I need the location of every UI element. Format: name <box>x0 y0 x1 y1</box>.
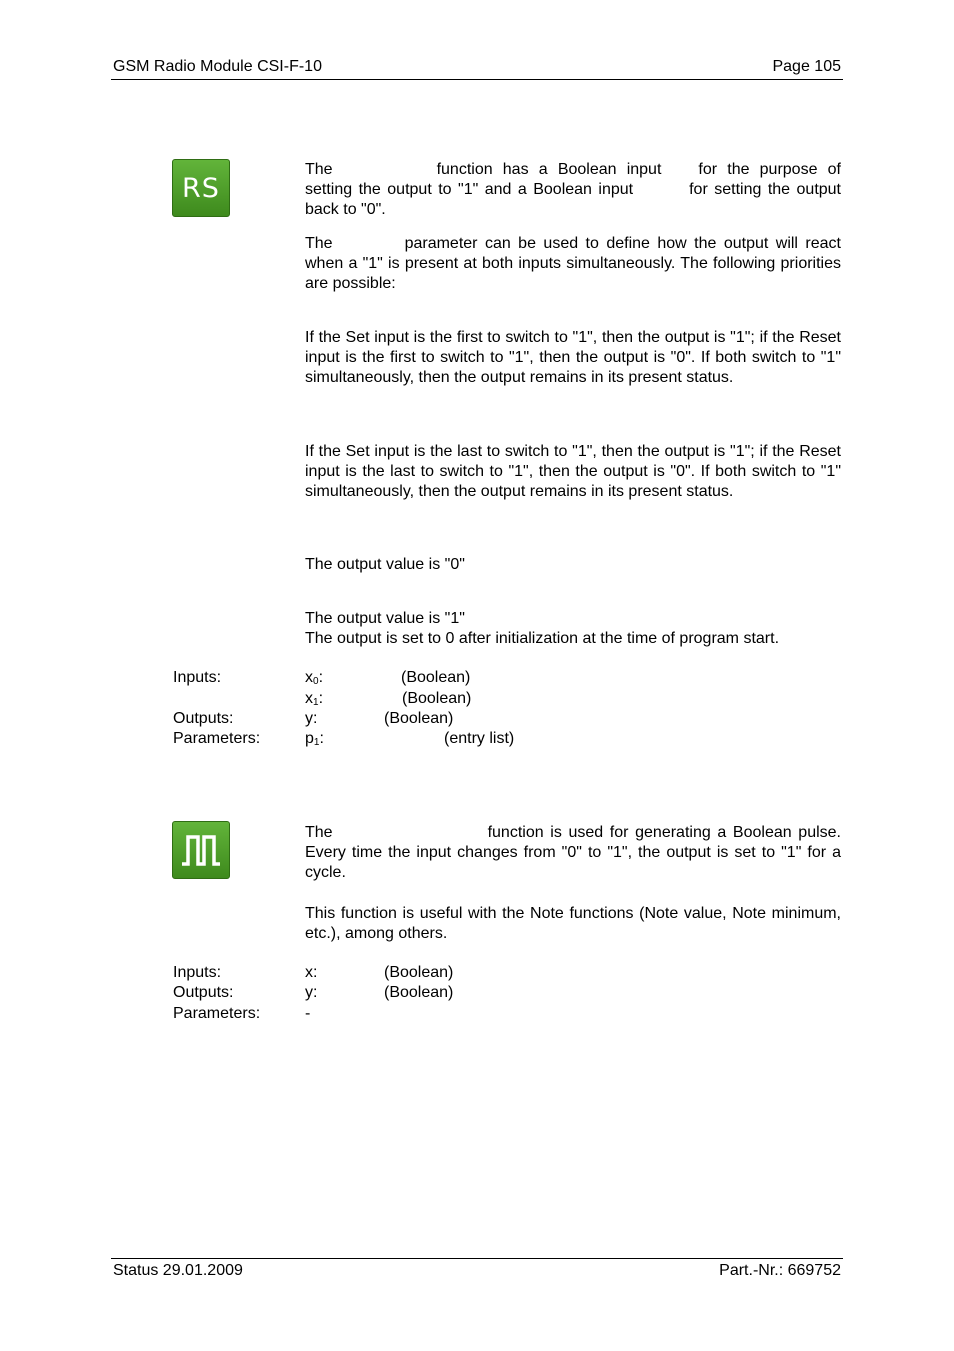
rs-paragraph-output-zero: The output value is "0" <box>305 556 465 573</box>
footer-rule <box>111 1258 843 1259</box>
footer-part-number: Part.-Nr.: 669752 <box>719 1262 841 1279</box>
rs-paragraph-output-one: The output value is "1" <box>305 610 465 627</box>
rs-intro-text-b: function has a Boolean input <box>436 161 662 178</box>
pulse-intro-text-b: function is used for generating a Boolean pulse. Every time the input changes from "0" to "1", the output is set to "1" for a cycle. <box>305 824 841 881</box>
rs-input-x1: $x_1$: <box>305 690 324 708</box>
pulse-paragraph-intro <box>305 823 841 883</box>
header-title: GSM Radio Module CSI-F-10 <box>113 58 322 75</box>
pulse-output-y-type: (Boolean) <box>384 984 454 1001</box>
header-page-number: Page 105 <box>772 58 841 75</box>
rs-input-x0-type: (Boolean) <box>401 669 471 686</box>
rs-param-p1-type: (entry list) <box>444 730 515 747</box>
rs-param-p1: $p_1$: <box>305 730 324 748</box>
rs-intro-text-c: for the purpose of setting the output to "1" and a Boolean input <box>305 161 841 198</box>
rs-paragraph-set-last: If the Set input is the last to switch to "1", then the output is "1"; if the Reset input is the last to switch to "1", then the output is "0". If both switch to "1" simultaneously, then the output remains in its present status. <box>305 443 841 500</box>
rs-paragraph-set-first: If the Set input is the first to switch to "1", then the output is "1"; if the Reset input is the first to switch to "1", then the output is "0". If both switch to "1" simultaneously, then the output remains in its present status. <box>305 329 841 386</box>
pulse-params-value: - <box>305 1005 311 1022</box>
rs-intro-text-a: The <box>305 161 333 178</box>
rs-input-x1-type: (Boolean) <box>402 690 472 707</box>
rs-paragraph-priority <box>305 234 841 294</box>
pulse-params-label: Parameters: <box>173 1005 261 1022</box>
rs-paragraph-init: The output is set to 0 after initialization at the time of program start. <box>305 630 780 647</box>
rs-function-icon <box>172 159 230 217</box>
rs-output-y: y: <box>305 710 318 727</box>
pulse-intro-text-a: The <box>305 824 333 841</box>
rs-priority-text-a: The <box>305 235 333 252</box>
rs-priority-text-b: parameter can be used to define how the output will react when a "1" is present at both inputs simultaneously. The following priorities are possible: <box>305 235 841 292</box>
rs-outputs-label: Outputs: <box>173 710 234 727</box>
rs-input-x0: $x_0$: <box>305 669 324 687</box>
header-rule <box>111 79 843 80</box>
pulse-inputs-label: Inputs: <box>173 964 222 981</box>
rs-params-label: Parameters: <box>173 730 261 747</box>
pulse-function-icon <box>172 821 230 879</box>
pulse-output-y: y: <box>305 984 318 1001</box>
rs-inputs-label: Inputs: <box>173 669 222 686</box>
pulse-input-x-type: (Boolean) <box>384 964 454 981</box>
pulse-icon <box>179 832 223 868</box>
pulse-outputs-label: Outputs: <box>173 984 234 1001</box>
rs-paragraph-intro <box>305 160 841 220</box>
rs-intro-text-d: for setting the output back to "0". <box>305 181 842 218</box>
footer-status: Status 29.01.2009 <box>113 1262 243 1279</box>
pulse-paragraph-note: This function is useful with the Note functions (Note value, Note minimum, etc.), among others. <box>305 905 841 942</box>
rs-icon-label: RS <box>182 172 220 204</box>
rs-output-y-type: (Boolean) <box>384 710 454 727</box>
pulse-input-x: x: <box>305 964 318 981</box>
